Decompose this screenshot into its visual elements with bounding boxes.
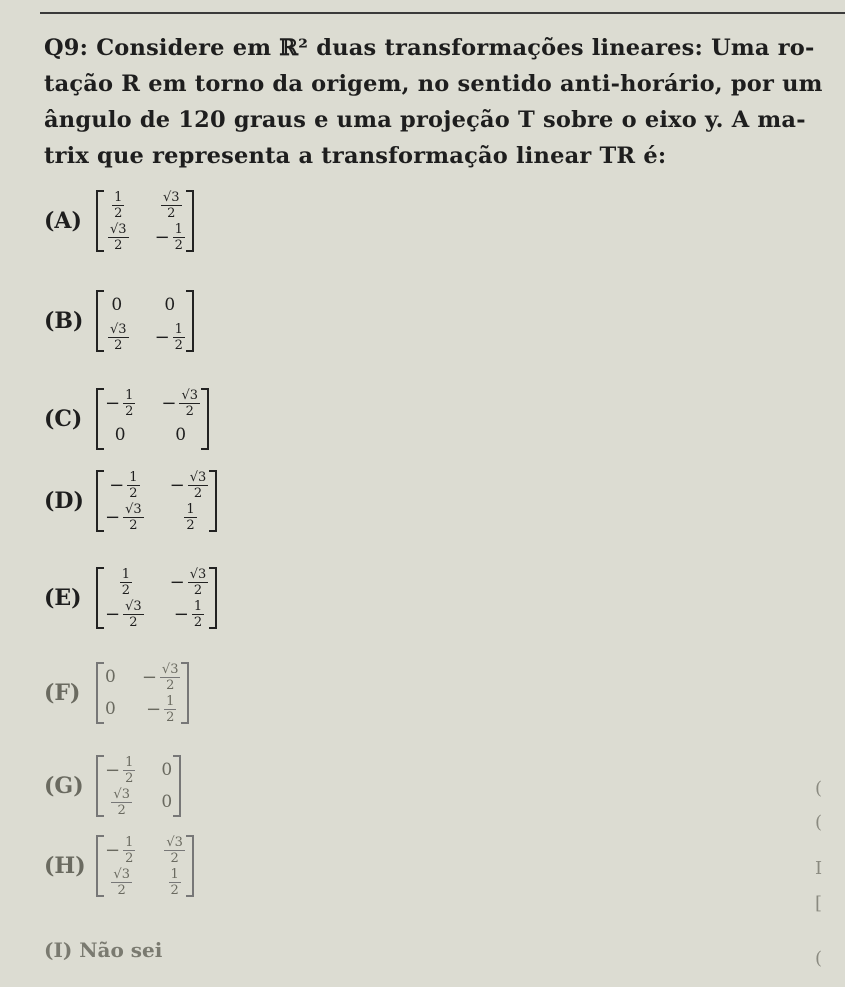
matrix-entry xyxy=(105,835,135,865)
margin-mark: ( xyxy=(815,812,823,833)
entry-sign: − xyxy=(105,392,121,414)
margin-mark: ( xyxy=(815,778,823,799)
entry-sign: − xyxy=(161,392,177,414)
matrix xyxy=(96,190,194,252)
matrix-entry xyxy=(161,787,172,817)
fraction-numerator: 1 xyxy=(174,321,183,337)
entry-value: 0 xyxy=(164,295,176,315)
option-label: (C) xyxy=(44,406,83,432)
option-label: (A) xyxy=(44,208,82,234)
matrix xyxy=(96,388,209,450)
margin-mark: I xyxy=(815,858,823,879)
fraction-numerator: √3 xyxy=(161,661,179,677)
matrix-entry xyxy=(161,755,172,785)
entry-sign: − xyxy=(154,226,170,248)
entry-sign: − xyxy=(154,326,170,348)
fraction-denominator: 2 xyxy=(185,403,194,419)
matrix-entry xyxy=(105,755,135,785)
fraction-numerator: 1 xyxy=(114,189,123,205)
matrix-entry xyxy=(161,835,185,865)
entry-sign: − xyxy=(109,474,125,496)
fraction-numerator: 1 xyxy=(121,566,130,582)
matrix-entry xyxy=(155,190,185,220)
fraction-numerator: √3 xyxy=(125,598,142,614)
matrix xyxy=(96,835,194,897)
matrix-entry xyxy=(155,222,185,252)
fraction-denominator: 2 xyxy=(167,205,176,221)
fraction-numerator: 1 xyxy=(193,598,203,614)
fraction-numerator: 1 xyxy=(174,221,183,237)
option-g[interactable] xyxy=(44,755,181,817)
option-c[interactable] xyxy=(44,388,209,450)
question-line: trix que representa a transformação linear TR é: xyxy=(44,143,667,169)
fraction xyxy=(161,191,182,220)
option-f[interactable] xyxy=(44,662,189,724)
fraction xyxy=(123,756,135,785)
matrix-entry xyxy=(105,290,129,320)
fraction-numerator: √3 xyxy=(181,387,199,403)
matrix-entry xyxy=(170,599,209,629)
entry-sign: − xyxy=(105,759,121,781)
matrix-entry xyxy=(105,470,144,500)
fraction-denominator: 2 xyxy=(166,709,175,725)
fraction xyxy=(120,568,132,597)
matrix-entry xyxy=(105,388,135,418)
option-label: (H) xyxy=(44,853,86,879)
fraction-denominator: 2 xyxy=(125,403,134,419)
matrix-entry xyxy=(161,420,200,450)
option-a[interactable] xyxy=(44,190,194,252)
fraction-denominator: 2 xyxy=(114,337,123,353)
matrix-entry xyxy=(105,694,116,724)
fraction-denominator: 2 xyxy=(114,205,123,221)
fraction-numerator: 1 xyxy=(125,754,134,770)
matrix xyxy=(96,470,217,532)
fraction-denominator: 2 xyxy=(170,850,179,866)
option-label: (D) xyxy=(44,488,84,514)
fraction-numerator: 1 xyxy=(129,469,138,485)
fraction xyxy=(169,868,181,897)
option-e[interactable] xyxy=(44,567,217,629)
fraction xyxy=(111,868,132,897)
matrix-entry xyxy=(170,502,209,532)
matrix-entry xyxy=(155,322,185,352)
fraction-denominator: 2 xyxy=(193,582,203,598)
fraction-numerator: 1 xyxy=(125,834,134,850)
option-h[interactable] xyxy=(44,835,194,897)
fraction-numerator: 1 xyxy=(186,501,195,517)
fraction xyxy=(123,600,144,629)
option-b[interactable] xyxy=(44,290,194,352)
fraction xyxy=(123,836,135,865)
question-line: ângulo de 120 graus e uma projeção T sobre o eixo y. A ma- xyxy=(44,107,806,133)
fraction-numerator: 1 xyxy=(170,866,179,882)
matrix-entry xyxy=(142,694,181,724)
fraction xyxy=(123,389,135,418)
matrix-entry xyxy=(105,502,144,532)
entry-sign: − xyxy=(145,698,162,720)
matrix-entry xyxy=(105,222,129,252)
fraction xyxy=(188,471,209,500)
fraction-numerator: √3 xyxy=(189,469,207,485)
matrix xyxy=(96,662,189,724)
fraction-numerator: √3 xyxy=(110,321,127,337)
matrix-entry xyxy=(105,322,129,352)
fraction-numerator: √3 xyxy=(110,221,127,237)
fraction-numerator: 1 xyxy=(125,387,134,403)
matrix-entry xyxy=(170,567,209,597)
fraction xyxy=(123,503,144,532)
entry-sign: − xyxy=(169,571,185,593)
fraction-denominator: 2 xyxy=(186,517,195,533)
fraction xyxy=(192,600,204,629)
fraction-numerator: √3 xyxy=(113,786,130,802)
fraction xyxy=(184,503,196,532)
fraction xyxy=(164,695,176,724)
entry-value: 0 xyxy=(161,792,173,812)
entry-value: 0 xyxy=(114,425,126,445)
matrix-entry xyxy=(105,787,135,817)
fraction xyxy=(188,568,209,597)
matrix-entry xyxy=(105,662,116,692)
matrix-entry xyxy=(105,420,135,450)
fraction-denominator: 2 xyxy=(129,517,138,533)
matrix-entry xyxy=(161,388,200,418)
matrix-entry xyxy=(170,470,209,500)
entry-value: 0 xyxy=(161,760,173,780)
fraction xyxy=(173,323,185,352)
option-label: (E) xyxy=(44,585,82,611)
matrix-entry xyxy=(155,290,185,320)
entry-value: 0 xyxy=(111,295,123,315)
fraction-denominator: 2 xyxy=(114,237,123,253)
question-line: Q9: Considere em ℝ² duas transformações lineares: Uma ro- xyxy=(44,35,815,61)
fraction-denominator: 2 xyxy=(125,770,134,786)
matrix xyxy=(96,755,181,817)
fraction-numerator: √3 xyxy=(162,189,180,205)
entry-sign: − xyxy=(105,506,121,528)
option-label: (B) xyxy=(44,308,84,334)
fraction xyxy=(127,471,139,500)
matrix-entry xyxy=(105,599,144,629)
matrix-entry xyxy=(105,567,144,597)
fraction-numerator: √3 xyxy=(189,566,207,582)
matrix-entry xyxy=(161,867,185,897)
fraction xyxy=(173,223,185,252)
entry-sign: − xyxy=(105,603,121,625)
fraction-denominator: 2 xyxy=(125,850,134,866)
fraction-denominator: 2 xyxy=(129,485,138,501)
matrix xyxy=(96,290,194,352)
fraction xyxy=(112,191,124,220)
fraction-denominator: 2 xyxy=(121,582,130,598)
fraction xyxy=(179,389,200,418)
fraction-denominator: 2 xyxy=(117,882,126,898)
fraction xyxy=(111,788,132,817)
fraction-denominator: 2 xyxy=(166,677,175,693)
fraction-denominator: 2 xyxy=(193,614,203,630)
fraction-numerator: √3 xyxy=(113,866,130,882)
entry-sign: − xyxy=(105,839,121,861)
fraction-denominator: 2 xyxy=(117,802,126,818)
fraction-numerator: √3 xyxy=(166,834,183,850)
entry-value: 0 xyxy=(105,667,116,687)
matrix-entry xyxy=(105,190,129,220)
matrix xyxy=(96,567,217,629)
fraction-denominator: 2 xyxy=(174,337,183,353)
option-label: (G) xyxy=(44,773,84,799)
entry-sign: − xyxy=(173,603,189,625)
fraction-numerator: 1 xyxy=(166,693,175,709)
question-text xyxy=(44,30,834,174)
option-label: (F) xyxy=(44,680,81,706)
fraction-denominator: 2 xyxy=(193,485,203,501)
top-rule xyxy=(40,12,845,14)
fraction-numerator: √3 xyxy=(125,501,142,517)
fraction-denominator: 2 xyxy=(170,882,179,898)
fraction-denominator: 2 xyxy=(129,614,138,630)
margin-mark: [ xyxy=(815,893,823,914)
matrix-entry xyxy=(105,867,135,897)
margin-mark: ( xyxy=(815,948,823,969)
entry-sign: − xyxy=(169,474,185,496)
fraction xyxy=(108,323,129,352)
fraction xyxy=(164,836,185,865)
question-line: tação R em torno da origem, no sentido anti-horário, por um xyxy=(44,71,823,97)
entry-value: 0 xyxy=(175,425,187,445)
fraction xyxy=(108,223,129,252)
option-i-label[interactable]: (I) Não sei xyxy=(44,938,163,962)
entry-value: 0 xyxy=(105,699,116,719)
matrix-entry xyxy=(142,662,181,692)
entry-sign: − xyxy=(141,666,157,688)
fraction-denominator: 2 xyxy=(174,237,183,253)
fraction xyxy=(160,663,181,692)
option-d[interactable] xyxy=(44,470,217,532)
